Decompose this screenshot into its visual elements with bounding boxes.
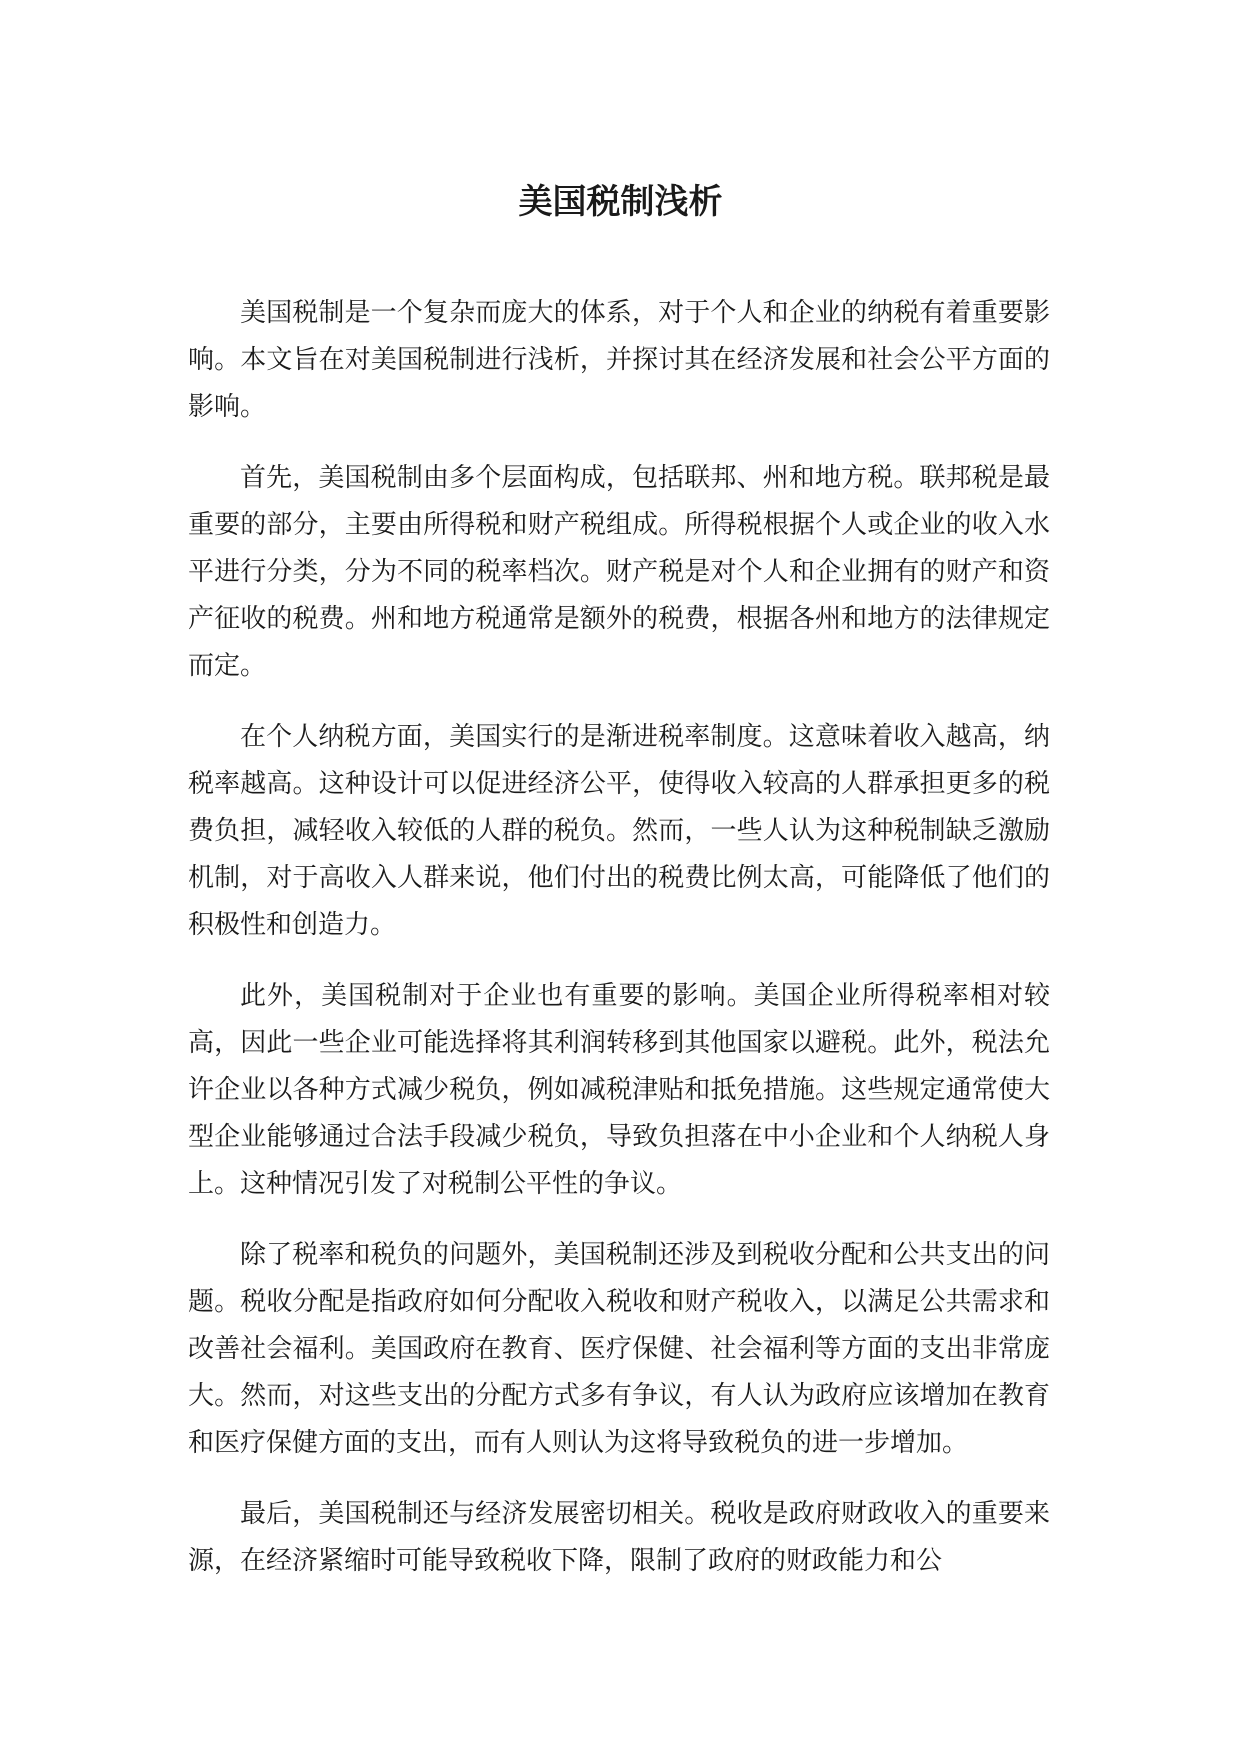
document-body xyxy=(188,290,1050,1609)
paragraph-tax-distribution: 除了税率和税负的问题外，美国税制还涉及到税收分配和公共支出的问题。税收分配是指政府如何分配收入税收和财产税收入，以满足公共需求和改善社会福利。美国政府在教育、医疗保健、社会福利等方面的支出非常庞大。然而，对这些支出的分配方式多有争议，有人认为政府应该增加在教育和医疗保健方面的支出，而有人则认为这将导致税负的进一步增加。 xyxy=(188,1240,1050,1458)
paragraph-economic-development: 最后，美国税制还与经济发展密切相关。税收是政府财政收入的重要来源，在经济紧缩时可能导致税收下降，限制了政府的财政能力和公 xyxy=(188,1499,1050,1576)
paragraph-corporate-tax: 此外，美国税制对于企业也有重要的影响。美国企业所得税率相对较高，因此一些企业可能选择将其利润转移到其他国家以避税。此外，税法允许企业以各种方式减少税负，例如减税津贴和抵免措施。这些规定通常使大型企业能够通过合法手段减少税负，导致负担落在中小企业和个人纳税人身上。这种情况引发了对税制公平性的争议。 xyxy=(188,981,1050,1199)
paragraph-individual-tax: 在个人纳税方面，美国实行的是渐进税率制度。这意味着收入越高，纳税率越高。这种设计可以促进经济公平，使得收入较高的人群承担更多的税费负担，减轻收入较低的人群的税负。然而，一些人认为这种税制缺乏激励机制，对于高收入人群来说，他们付出的税费比例太高，可能降低了他们的积极性和创造力。 xyxy=(188,722,1050,940)
paragraph-intro: 美国税制是一个复杂而庞大的体系，对于个人和企业的纳税有着重要影响。本文旨在对美国税制进行浅析，并探讨其在经济发展和社会公平方面的影响。 xyxy=(188,298,1050,422)
document-title: 美国税制浅析 xyxy=(518,182,723,222)
paragraph-tax-structure: 首先，美国税制由多个层面构成，包括联邦、州和地方税。联邦税是最重要的部分，主要由所得税和财产税组成。所得税根据个人或企业的收入水平进行分类，分为不同的税率档次。财产税是对个人和企业拥有的财产和资产征收的税费。州和地方税通常是额外的税费，根据各州和地方的法律规定而定。 xyxy=(188,463,1050,681)
